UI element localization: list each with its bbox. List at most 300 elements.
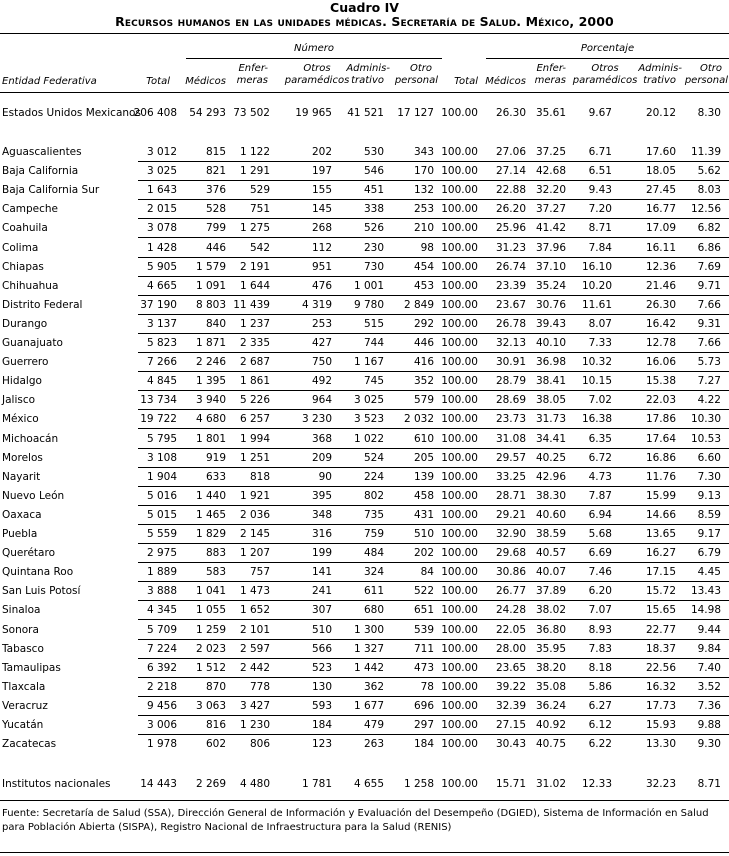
cell-medicos-pct: 23.67	[495, 299, 526, 311]
cell-enfermeras-pct: 39.43	[535, 318, 566, 330]
cell-otros-paramedicos: 510	[311, 624, 332, 636]
cell-medicos: 3 063	[195, 700, 226, 712]
cell-medicos-pct: 26.30	[495, 107, 526, 119]
cell-otros-paramedicos: 566	[311, 643, 332, 655]
cell-total-pct: 100.00	[441, 585, 478, 597]
cell-otro-personal-pct: 9.17	[697, 528, 721, 540]
cell-otro-personal: 2 032	[403, 413, 434, 425]
cell-enfermeras: 1 207	[239, 547, 270, 559]
cell-otros-paramedicos: 368	[311, 433, 332, 445]
cell-entidad: Quintana Roo	[2, 566, 74, 578]
cell-administrativo-pct: 22.03	[645, 394, 676, 406]
row-divider	[138, 218, 729, 219]
cell-otros-paramedicos-pct: 5.68	[588, 528, 612, 540]
cell-otro-personal: 78	[420, 681, 434, 693]
cell-medicos: 2 269	[195, 778, 226, 790]
cell-otro-personal: 610	[413, 433, 434, 445]
group-label-numero: Número	[294, 43, 334, 54]
cell-medicos: 1 465	[195, 509, 226, 521]
row-divider	[138, 448, 729, 449]
cell-total-pct: 100.00	[441, 433, 478, 445]
header-total: Total	[146, 76, 170, 87]
cell-administrativo: 479	[363, 719, 384, 731]
cell-otros-paramedicos-pct: 8.07	[588, 318, 612, 330]
cell-otro-personal-pct: 9.71	[697, 280, 721, 292]
cell-entidad: Campeche	[2, 203, 59, 215]
cell-otros-paramedicos-pct: 6.27	[588, 700, 612, 712]
cell-otros-paramedicos: 141	[311, 566, 332, 578]
cell-enfermeras: 2 145	[239, 528, 270, 540]
cell-medicos: 1 579	[195, 261, 226, 273]
cell-otro-personal: 352	[413, 375, 434, 387]
cell-total-pct: 100.00	[441, 280, 478, 292]
cell-administrativo-pct: 14.66	[645, 509, 676, 521]
cell-enfermeras: 1 652	[239, 604, 270, 616]
cell-administrativo: 515	[363, 318, 384, 330]
cell-total: 6 392	[146, 662, 177, 674]
cell-otro-personal-pct: 12.56	[690, 203, 721, 215]
cell-entidad: Michoacán	[2, 433, 59, 445]
cell-enfermeras-pct: 36.98	[535, 356, 566, 368]
cell-administrativo-pct: 16.32	[645, 681, 676, 693]
cell-otro-personal: 343	[413, 146, 434, 158]
cell-otros-paramedicos-pct: 8.71	[588, 222, 612, 234]
cell-enfermeras: 4 480	[239, 778, 270, 790]
cell-enfermeras: 1 230	[239, 719, 270, 731]
cell-total: 3 012	[146, 146, 177, 158]
row-divider	[138, 715, 729, 716]
cell-enfermeras-pct: 35.95	[535, 643, 566, 655]
cell-enfermeras-pct: 40.57	[535, 547, 566, 559]
cell-otro-personal: 205	[413, 452, 434, 464]
cell-otros-paramedicos-pct: 6.12	[588, 719, 612, 731]
cell-entidad: Distrito Federal	[2, 299, 83, 311]
row-divider	[138, 619, 729, 620]
cell-enfermeras: 757	[249, 566, 270, 578]
row-divider	[138, 276, 729, 277]
cell-enfermeras: 2 101	[239, 624, 270, 636]
cell-otros-paramedicos-pct: 6.72	[588, 452, 612, 464]
header-enfermeras-pct-1: Enfer-	[536, 63, 566, 74]
cell-otros-paramedicos: 268	[311, 222, 332, 234]
cell-administrativo: 1 167	[353, 356, 384, 368]
cell-entidad: Colima	[2, 242, 39, 254]
cell-medicos: 821	[205, 165, 226, 177]
cell-otro-personal: 98	[420, 242, 434, 254]
cell-medicos-pct: 29.68	[495, 547, 526, 559]
cell-administrativo-pct: 17.09	[645, 222, 676, 234]
cell-medicos: 1 055	[195, 604, 226, 616]
cell-otros-paramedicos: 316	[311, 528, 332, 540]
cell-total-pct: 100.00	[441, 413, 478, 425]
row-divider	[138, 562, 729, 563]
cell-enfermeras-pct: 35.08	[535, 681, 566, 693]
cell-medicos: 1 801	[195, 433, 226, 445]
cell-entidad: Chiapas	[2, 261, 44, 273]
cell-administrativo-pct: 16.27	[645, 547, 676, 559]
cell-otros-paramedicos-pct: 6.69	[588, 547, 612, 559]
cell-total-pct: 100.00	[441, 738, 478, 750]
cell-otro-personal-pct: 10.53	[690, 433, 721, 445]
table-number: Cuadro IV	[330, 0, 399, 15]
group-rule-numero	[186, 58, 442, 59]
cell-otro-personal-pct: 8.03	[697, 184, 721, 196]
cell-administrativo-pct: 15.93	[645, 719, 676, 731]
cell-otro-personal: 139	[413, 471, 434, 483]
cell-total: 3 137	[146, 318, 177, 330]
cell-otro-personal: 454	[413, 261, 434, 273]
cell-enfermeras: 806	[249, 738, 270, 750]
cell-entidad: San Luis Potosí	[2, 585, 81, 597]
cell-otros-paramedicos: 112	[311, 242, 332, 254]
row-divider	[138, 428, 729, 429]
cell-total: 5 015	[146, 509, 177, 521]
cell-administrativo: 530	[363, 146, 384, 158]
cell-total-pct: 100.00	[441, 643, 478, 655]
cell-total: 9 456	[146, 700, 177, 712]
cell-total: 2 975	[146, 547, 177, 559]
cell-otros-paramedicos-pct: 16.10	[581, 261, 612, 273]
cell-total-pct: 100.00	[441, 604, 478, 616]
row-divider	[138, 543, 729, 544]
cell-entidad: Guerrero	[2, 356, 49, 368]
cell-enfermeras-pct: 31.73	[535, 413, 566, 425]
cell-medicos: 4 680	[195, 413, 226, 425]
cell-total: 5 016	[146, 490, 177, 502]
cell-total: 37 190	[140, 299, 177, 311]
group-label-porcentaje: Porcentaje	[580, 43, 635, 54]
cell-medicos: 602	[205, 738, 226, 750]
cell-medicos: 2 246	[195, 356, 226, 368]
cell-total-pct: 100.00	[441, 509, 478, 521]
cell-medicos: 633	[205, 471, 226, 483]
cell-enfermeras-pct: 34.41	[535, 433, 566, 445]
cell-enfermeras-pct: 38.05	[535, 394, 566, 406]
cell-enfermeras: 1 644	[239, 280, 270, 292]
cell-medicos-pct: 32.90	[495, 528, 526, 540]
cell-administrativo-pct: 15.38	[645, 375, 676, 387]
cell-otro-personal: 1 258	[403, 778, 434, 790]
cell-otros-paramedicos: 1 781	[301, 778, 332, 790]
cell-total: 5 823	[146, 337, 177, 349]
cell-administrativo-pct: 15.65	[645, 604, 676, 616]
cell-total-pct: 100.00	[441, 471, 478, 483]
cell-medicos-pct: 32.39	[495, 700, 526, 712]
cell-otros-paramedicos-pct: 9.43	[588, 184, 612, 196]
cell-otro-personal-pct: 5.73	[697, 356, 721, 368]
cell-otros-paramedicos-pct: 4.73	[588, 471, 612, 483]
cell-otro-personal-pct: 6.86	[697, 242, 721, 254]
cell-medicos: 54 293	[189, 107, 226, 119]
cell-total-pct: 100.00	[441, 184, 478, 196]
cell-administrativo: 1 022	[353, 433, 384, 445]
cell-otro-personal-pct: 6.82	[697, 222, 721, 234]
cell-administrativo-pct: 22.77	[645, 624, 676, 636]
cell-medicos-pct: 29.57	[495, 452, 526, 464]
cell-entidad: Tabasco	[2, 643, 44, 655]
cell-total: 5 559	[146, 528, 177, 540]
header-rule	[0, 92, 729, 93]
cell-administrativo: 611	[363, 585, 384, 597]
page-bottom-rule	[0, 852, 729, 853]
cell-otros-paramedicos-pct: 10.20	[581, 280, 612, 292]
cell-medicos: 816	[205, 719, 226, 731]
cell-otro-personal: 170	[413, 165, 434, 177]
cell-medicos: 815	[205, 146, 226, 158]
cell-otros-paramedicos-pct: 10.15	[581, 375, 612, 387]
cell-otros-paramedicos-pct: 6.71	[588, 146, 612, 158]
cell-otros-paramedicos-pct: 10.32	[581, 356, 612, 368]
cell-enfermeras-pct: 37.10	[535, 261, 566, 273]
cell-medicos-pct: 25.96	[495, 222, 526, 234]
cell-total: 7 266	[146, 356, 177, 368]
row-divider	[138, 409, 729, 410]
cell-enfermeras-pct: 40.07	[535, 566, 566, 578]
cell-administrativo: 745	[363, 375, 384, 387]
cell-administrativo: 1 300	[353, 624, 384, 636]
header-otro-personal-pct-2: personal	[684, 75, 728, 86]
cell-entidad: Aguascalientes	[2, 146, 82, 158]
cell-otro-personal: 416	[413, 356, 434, 368]
cell-otros-paramedicos-pct: 8.93	[588, 624, 612, 636]
cell-administrativo: 526	[363, 222, 384, 234]
cell-medicos: 1 091	[195, 280, 226, 292]
row-divider	[138, 199, 729, 200]
cell-otro-personal: 297	[413, 719, 434, 731]
cell-total-pct: 100.00	[441, 356, 478, 368]
cell-administrativo: 4 655	[353, 778, 384, 790]
cell-otros-paramedicos: 19 965	[295, 107, 332, 119]
cell-total: 3 078	[146, 222, 177, 234]
cell-total: 1 904	[146, 471, 177, 483]
cell-total-pct: 100.00	[441, 624, 478, 636]
header-enfermeras-1: Enfer-	[238, 63, 268, 74]
cell-entidad: Morelos	[2, 452, 43, 464]
cell-otro-personal-pct: 8.30	[697, 107, 721, 119]
cell-total: 5 795	[146, 433, 177, 445]
cell-otros-paramedicos-pct: 7.46	[588, 566, 612, 578]
cell-entidad: Estados Unidos Mexicanos	[2, 107, 141, 119]
cell-enfermeras: 1 921	[239, 490, 270, 502]
cell-otro-personal-pct: 9.30	[697, 738, 721, 750]
cell-total-pct: 100.00	[441, 146, 478, 158]
cell-enfermeras: 3 427	[239, 700, 270, 712]
cell-enfermeras: 1 291	[239, 165, 270, 177]
row-divider	[138, 600, 729, 601]
cell-enfermeras: 1 473	[239, 585, 270, 597]
cell-otros-paramedicos: 307	[311, 604, 332, 616]
cell-entidad: Zacatecas	[2, 738, 57, 750]
row-divider	[138, 505, 729, 506]
cell-otros-paramedicos-pct: 6.35	[588, 433, 612, 445]
cell-total-pct: 100.00	[441, 337, 478, 349]
cell-enfermeras: 2 191	[239, 261, 270, 273]
cell-otro-personal: 210	[413, 222, 434, 234]
cell-total-pct: 100.00	[441, 375, 478, 387]
header-otros-paramedicos-2: paramédicos	[284, 75, 350, 86]
cell-enfermeras-pct: 42.68	[535, 165, 566, 177]
cell-enfermeras-pct: 38.02	[535, 604, 566, 616]
cell-medicos-pct: 22.88	[495, 184, 526, 196]
cell-medicos-pct: 27.14	[495, 165, 526, 177]
summary-row	[0, 107, 729, 125]
cell-medicos-pct: 26.20	[495, 203, 526, 215]
cell-otros-paramedicos-pct: 8.18	[588, 662, 612, 674]
cell-total: 3 006	[146, 719, 177, 731]
cell-medicos: 1 871	[195, 337, 226, 349]
cell-entidad: Oaxaca	[2, 509, 42, 521]
cell-otros-paramedicos-pct: 9.67	[588, 107, 612, 119]
cell-total: 5 905	[146, 261, 177, 273]
header-otro-personal-1: Otro	[409, 63, 432, 74]
cell-enfermeras-pct: 36.24	[535, 700, 566, 712]
table-row	[0, 738, 729, 756]
cell-total: 3 025	[146, 165, 177, 177]
cell-otro-personal-pct: 14.98	[690, 604, 721, 616]
row-divider	[138, 390, 729, 391]
cell-entidad: Querétaro	[2, 547, 55, 559]
cell-enfermeras: 529	[249, 184, 270, 196]
cell-otros-paramedicos-pct: 7.33	[588, 337, 612, 349]
cell-entidad: Sonora	[2, 624, 39, 636]
cell-total-pct: 100.00	[441, 528, 478, 540]
cell-total-pct: 100.00	[441, 547, 478, 559]
cell-otro-personal-pct: 5.62	[697, 165, 721, 177]
cell-enfermeras-pct: 40.10	[535, 337, 566, 349]
cell-otros-paramedicos-pct: 6.22	[588, 738, 612, 750]
cell-administrativo-pct: 15.72	[645, 585, 676, 597]
cell-otros-paramedicos: 130	[311, 681, 332, 693]
cell-administrativo-pct: 32.23	[645, 778, 676, 790]
cell-otros-paramedicos: 241	[311, 585, 332, 597]
cell-otro-personal-pct: 13.43	[690, 585, 721, 597]
header-administrativo-pct-2: trativo	[643, 75, 676, 86]
top-rule	[0, 33, 729, 34]
cell-otro-personal: 651	[413, 604, 434, 616]
cell-enfermeras-pct: 32.20	[535, 184, 566, 196]
cell-entidad: Tamaulipas	[2, 662, 61, 674]
header-enfermeras-pct-2: meras	[534, 75, 566, 86]
cell-total: 4 845	[146, 375, 177, 387]
cell-medicos: 446	[205, 242, 226, 254]
cell-medicos-pct: 26.77	[495, 585, 526, 597]
cell-administrativo-pct: 27.45	[645, 184, 676, 196]
cell-administrativo: 1 677	[353, 700, 384, 712]
cell-otro-personal-pct: 7.66	[697, 299, 721, 311]
cell-enfermeras-pct: 38.59	[535, 528, 566, 540]
cell-enfermeras: 542	[249, 242, 270, 254]
cell-otro-personal: 510	[413, 528, 434, 540]
cell-total-pct: 100.00	[441, 700, 478, 712]
cell-entidad: Tlaxcala	[2, 681, 46, 693]
cell-administrativo-pct: 18.37	[645, 643, 676, 655]
cell-entidad: Institutos nacionales	[2, 778, 111, 790]
cell-entidad: Puebla	[2, 528, 38, 540]
cell-otro-personal: 696	[413, 700, 434, 712]
cell-otros-paramedicos-pct: 7.83	[588, 643, 612, 655]
cell-otros-paramedicos: 184	[311, 719, 332, 731]
cell-entidad: Chihuahua	[2, 280, 59, 292]
cell-medicos: 1 041	[195, 585, 226, 597]
cell-otros-paramedicos: 3 230	[301, 413, 332, 425]
cell-administrativo: 224	[363, 471, 384, 483]
cell-entidad: Nuevo León	[2, 490, 65, 502]
row-divider	[138, 677, 729, 678]
cell-administrativo: 3 523	[353, 413, 384, 425]
cell-administrativo: 524	[363, 452, 384, 464]
cell-enfermeras: 1 237	[239, 318, 270, 330]
cell-total: 19 722	[140, 413, 177, 425]
cell-otros-paramedicos: 492	[311, 375, 332, 387]
row-divider	[138, 352, 729, 353]
cell-medicos: 1 440	[195, 490, 226, 502]
cell-otros-paramedicos: 476	[311, 280, 332, 292]
cell-otro-personal-pct: 9.44	[697, 624, 721, 636]
bottom-rule	[0, 800, 729, 801]
cell-administrativo-pct: 20.12	[645, 107, 676, 119]
cell-otro-personal-pct: 7.69	[697, 261, 721, 273]
cell-administrativo: 3 025	[353, 394, 384, 406]
cell-total-pct: 100.00	[441, 107, 478, 119]
cell-enfermeras: 2 597	[239, 643, 270, 655]
cell-otro-personal-pct: 9.13	[697, 490, 721, 502]
cell-enfermeras: 1 994	[239, 433, 270, 445]
group-rule-porcentaje	[486, 58, 729, 59]
cell-administrativo-pct: 18.05	[645, 165, 676, 177]
row-divider	[138, 180, 729, 181]
header-administrativo-2: trativo	[351, 75, 384, 86]
cell-administrativo: 362	[363, 681, 384, 693]
cell-entidad: Veracruz	[2, 700, 48, 712]
cell-otro-personal-pct: 9.84	[697, 643, 721, 655]
cell-administrativo-pct: 21.46	[645, 280, 676, 292]
cell-otro-personal-pct: 4.22	[697, 394, 721, 406]
cell-total-pct: 100.00	[441, 778, 478, 790]
cell-otro-personal: 202	[413, 547, 434, 559]
cell-administrativo: 1 001	[353, 280, 384, 292]
cell-otros-paramedicos-pct: 16.38	[581, 413, 612, 425]
header-enfermeras-2: meras	[236, 75, 268, 86]
cell-entidad: México	[2, 413, 39, 425]
cell-otros-paramedicos: 123	[311, 738, 332, 750]
cell-otros-paramedicos: 90	[318, 471, 332, 483]
cell-otro-personal: 579	[413, 394, 434, 406]
cell-medicos: 8 803	[195, 299, 226, 311]
cell-otro-personal: 446	[413, 337, 434, 349]
cell-administrativo: 230	[363, 242, 384, 254]
cell-medicos: 2 023	[195, 643, 226, 655]
cell-administrativo: 1 327	[353, 643, 384, 655]
cell-otro-personal-pct: 11.39	[690, 146, 721, 158]
cell-otros-paramedicos: 395	[311, 490, 332, 502]
cell-medicos: 376	[205, 184, 226, 196]
cell-administrativo: 41 521	[347, 107, 384, 119]
cell-medicos: 528	[205, 203, 226, 215]
cell-medicos-pct: 30.91	[495, 356, 526, 368]
cell-otros-paramedicos: 951	[311, 261, 332, 273]
cell-administrativo-pct: 17.64	[645, 433, 676, 445]
cell-otro-personal: 17 127	[397, 107, 434, 119]
cell-otro-personal: 431	[413, 509, 434, 521]
header-administrativo-1: Adminis-	[346, 63, 390, 74]
cell-administrativo-pct: 16.86	[645, 452, 676, 464]
cell-entidad: Jalisco	[2, 394, 36, 406]
row-divider	[138, 295, 729, 296]
cell-enfermeras: 751	[249, 203, 270, 215]
cell-enfermeras-pct: 40.60	[535, 509, 566, 521]
cell-enfermeras-pct: 37.27	[535, 203, 566, 215]
cell-medicos-pct: 23.39	[495, 280, 526, 292]
